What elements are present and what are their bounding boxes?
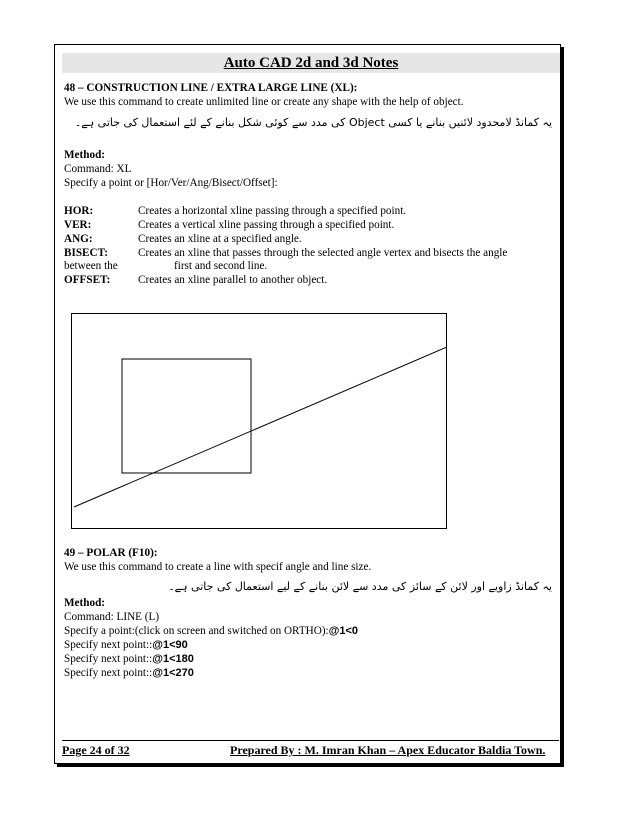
polar-step-prefix: Specify a point:(click on screen and switched on ORTHO): <box>64 625 329 637</box>
section-48-heading: 48 – CONSTRUCTION LINE / EXTRA LARGE LINE (XL): <box>64 82 358 94</box>
page-title: Auto CAD 2d and 3d Notes <box>223 55 399 71</box>
polar-step-prefix: Specify next point:: <box>64 639 153 651</box>
section-49-command: Command: LINE (L) <box>64 611 160 623</box>
option-desc: first and second line. <box>174 260 268 272</box>
footer-divider <box>62 740 559 741</box>
polar-step-value: @1<180 <box>152 653 194 665</box>
polar-step <box>64 639 188 652</box>
option-key: BISECT: <box>64 247 108 259</box>
diagram-border <box>72 314 447 529</box>
option-key: ANG: <box>64 233 93 245</box>
option-desc: Creates a vertical xline passing through a specified point. <box>138 219 395 231</box>
section-49-method-label: Method: <box>64 597 106 609</box>
header-bar <box>62 53 560 73</box>
option-desc: Creates an xline at a specified angle. <box>138 233 302 245</box>
polar-step <box>64 653 194 666</box>
polar-step-value: @1<90 <box>152 639 188 651</box>
option-key: OFFSET: <box>64 274 111 286</box>
section-48-description: We use this command to create unlimited line or create any shape with the help of object. <box>64 96 464 108</box>
section-48-prompt: Specify a point or [Hor/Ver/Ang/Bisect/Offset]: <box>64 177 278 189</box>
option-desc: Creates an xline parallel to another object. <box>138 274 328 286</box>
polar-step <box>64 667 194 680</box>
section-48-method-label: Method: <box>64 149 106 161</box>
page-number: Page 24 of 32 <box>62 743 130 757</box>
xline-diagram <box>71 313 447 529</box>
option-desc: Creates a horizontal xline passing through a specified point. <box>138 205 407 217</box>
section-49-urdu: یہ کمانڈ زاویے اور لائن کے سائز کی مدد سے لائن بنانے کے لیے استعمال کی جاتی ہے۔ <box>168 580 552 593</box>
option-key: HOR: <box>64 205 94 217</box>
polar-step <box>64 625 358 638</box>
option-key: between the <box>64 260 118 272</box>
section-49-description: We use this command to create a line with specif angle and line size. <box>64 561 372 573</box>
section-48-command: Command: XL <box>64 163 132 175</box>
prepared-by: Prepared By : M. Imran Khan – Apex Educator Baldia Town. <box>230 743 546 757</box>
polar-step-prefix: Specify next point:: <box>64 667 153 679</box>
diagram-xline <box>74 347 447 507</box>
option-desc: Creates an xline that passes through the selected angle vertex and bisects the angle <box>138 247 508 259</box>
polar-step-prefix: Specify next point:: <box>64 653 153 665</box>
polar-step-value: @1<270 <box>152 667 194 679</box>
polar-step-value: @1<0 <box>328 625 359 637</box>
section-48-urdu: یہ کمانڈ لامحدود لائنیں بنانے یا کسی Object کی مدد سے کوئی شکل بنانے کے لئے استعمال کی جاتی ہے۔ <box>74 116 552 129</box>
diagram-rectangle <box>122 359 251 473</box>
section-49-heading: 49 – POLAR (F10): <box>64 547 158 559</box>
option-key: VER: <box>64 219 92 231</box>
